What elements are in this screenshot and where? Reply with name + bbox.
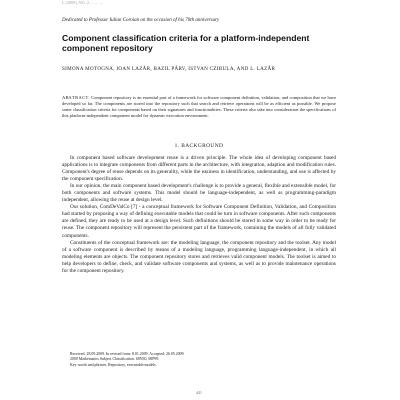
- paragraph: In our opinion, the main component based development's challenge is to provide a general, flexible and extensible model, for both components and software systems. This model should be language-independent, as well as programming-paradigm independent, allowing the reuse at design level.: [62, 183, 336, 204]
- footnotes: [62, 352, 336, 368]
- dedication: Dedicated to Professor Iulian Coroian on the occasion of his 70th anniversary: [62, 18, 220, 23]
- paper-page: [62, 0, 336, 400]
- paragraph: Constituents of the conceptual framework are: the modeling language, the component repository and the toolset. Any model of a software component is described by means of a modeling language, programming language-independent, in which all modeling elements are objects. The component repository stores and retrieves valid component models. The toolset is aimed to help developers to define, check, and validate software components and systems, as well as to provide maintenance operations for the component repository.: [62, 239, 336, 274]
- author-list: SIMONA MOTOGNA, IOAN LAZĂR, BAZIL PÂRV, ISTVAN CZIBULA, AND L. LAZĂR: [62, 66, 276, 72]
- paper-title: Component classification criteria for a platform-independent component repository: [62, 33, 310, 53]
- running-header: I. (2009), NO. 2, ... ... ...: [62, 0, 103, 5]
- received-dates: Received: 28.09.2009. In revised form: 8.01.2009. Accepted: 26.05.2009.: [70, 352, 185, 356]
- paragraph: Our solution, ComDeValCo [7] - a conceptual framework for Software Component Definition, Validation, and Composition had started by proposing a way of defining executable models that could be turn in software components. After such components are defined, they are ready to be used at a design level. Such definitions should be stored in some way in order to be ready for reuse. The component repository will represent the persistent part of the framework, containing the models of all fully validated components.: [62, 204, 336, 239]
- section-body: [62, 155, 336, 275]
- keywords: Key words and phrases. Repository, executable models.: [70, 362, 157, 367]
- abstract-label: ABSTRACT.: [62, 95, 90, 100]
- section-heading: 1. BACKGROUND: [174, 143, 224, 149]
- abstract-text: Component repository is an essential part of a framework for software component definition, validation, and composition that we have developed so far. The components are stored into the repository such that search and retrieve operations will be as efficient as possible. We propose some classification criteria for components based on their signatures and functionalities. These criteria also take into consideration the specifications of this platform-independent component model for dynamic execution environment.: [62, 95, 337, 119]
- msc-classification: 2000 Mathematics Subject Classification. 68N30, 68P99.: [70, 357, 160, 362]
- paragraph: In component based software development reuse is a driven principle. The whole idea of developing component based applications is to integrate components from different parts in the architecture, with integration, adaption and modification rules. Component's degree of reuse depends on its generality, while the easiness in identification, understanding, and use is affected by the component specification.: [62, 155, 336, 183]
- page-number: 441: [196, 391, 202, 395]
- abstract: [62, 95, 336, 119]
